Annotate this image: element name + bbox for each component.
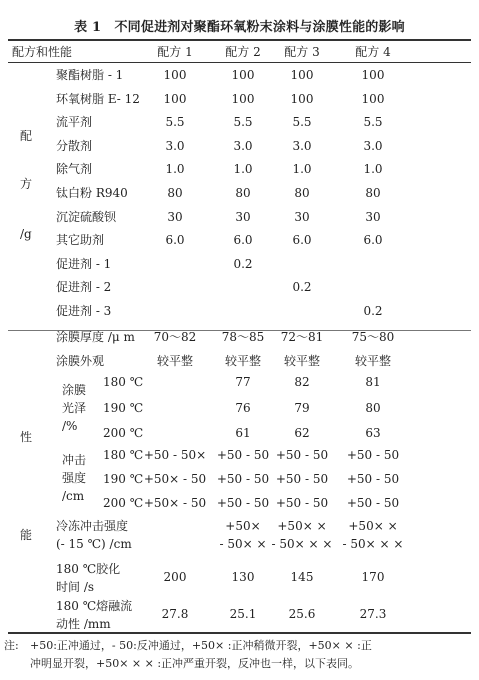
top-rule [8, 39, 471, 41]
gloss-value: 82 [294, 375, 310, 389]
footnote-line-2: 冲明显开裂，+50× × × :正冲严重开裂，反冲也一样，以下表同。 [30, 657, 360, 670]
formula-row-value: 3.0 [165, 139, 185, 153]
formula-row-value: 1.0 [233, 162, 253, 176]
cold-impact-label-2: (- 15 ℃) /cm [56, 537, 132, 551]
formula-row-value: 100 [163, 68, 187, 82]
bottom-rule [8, 632, 471, 634]
formula-group-label-3: /g [20, 227, 32, 241]
header-rule [8, 62, 471, 63]
formula-row-label: 分散剂 [56, 139, 93, 153]
impact-value: +50 - 50 [346, 496, 400, 510]
formula-row-value: 3.0 [363, 139, 383, 153]
impact-value: +50 - 50 [216, 472, 270, 486]
formula-row-value: 5.5 [363, 115, 383, 129]
impact-temp-label: 200 ℃ [103, 496, 144, 510]
formula-row-label: 促进剂 - 2 [56, 280, 112, 294]
impact-value: +50 - 50× [143, 448, 207, 462]
formula-row-label: 钛白粉 R940 [56, 186, 128, 200]
gloss-value: 76 [235, 401, 251, 415]
melt-flow-label-2: 动性 /mm [56, 617, 111, 631]
impact-value: +50 - 50 [275, 472, 329, 486]
formula-row-value: 3.0 [233, 139, 253, 153]
impact-label-2: 强度 [62, 471, 87, 485]
formula-row-label: 促进剂 - 1 [56, 257, 112, 271]
thickness-value-4: 75～80 [351, 330, 395, 344]
formula-row-label: 流平剂 [56, 115, 93, 129]
impact-value: +50 - 50 [275, 496, 329, 510]
gloss-value: 79 [294, 401, 310, 415]
table-title: 表 1 不同促进剂对聚酯环氧粉末涂料与涂膜性能的影响 [74, 20, 405, 35]
formula-row-value: 100 [361, 68, 385, 82]
gloss-label-3: /% [62, 419, 78, 433]
gloss-value: 62 [294, 426, 310, 440]
impact-value: +50 - 50 [275, 448, 329, 462]
gloss-value: 63 [365, 426, 381, 440]
footnote-prefix: 注: [4, 639, 19, 652]
gloss-value: 81 [365, 375, 381, 389]
column-header-1: 配方 1 [157, 45, 193, 59]
gel-time-value-4: 170 [361, 570, 385, 584]
formula-row-label: 聚酯树脂 - 1 [56, 68, 124, 82]
cold-impact-bottom-4: - 50× × × [342, 537, 404, 551]
property-group-label-2: 能 [20, 528, 33, 542]
melt-flow-value-1: 27.8 [161, 607, 189, 621]
impact-value: +50× - 50 [143, 472, 207, 486]
gloss-label-1: 涂膜 [62, 383, 87, 397]
formula-row-value: 5.5 [292, 115, 312, 129]
cold-impact-top-4: +50× × [348, 519, 398, 533]
impact-label-3: /cm [62, 489, 85, 503]
gloss-temp-label: 190 ℃ [103, 401, 144, 415]
melt-flow-label-1: 180 ℃熔融流 [56, 599, 133, 613]
header-label: 配方和性能 [12, 45, 73, 59]
cold-impact-bottom-2: - 50× × [219, 537, 267, 551]
gel-time-value-1: 200 [163, 570, 187, 584]
formula-row-value: 100 [231, 68, 255, 82]
formula-row-label: 沉淀硫酸钡 [56, 210, 117, 224]
melt-flow-value-2: 25.1 [229, 607, 257, 621]
formula-row-value: 80 [294, 186, 310, 200]
formula-row-value: 100 [290, 92, 314, 106]
gloss-value: 77 [235, 375, 251, 389]
footnote [4, 637, 470, 673]
gloss-value: 61 [235, 426, 251, 440]
formula-row-value: 100 [361, 92, 385, 106]
impact-value: +50× - 50 [143, 496, 207, 510]
impact-temp-label: 190 ℃ [103, 472, 144, 486]
impact-label-1: 冲击 [62, 453, 87, 467]
formula-group-label-2: 方 [20, 177, 33, 191]
formula-row-label: 环氧树脂 E- 12 [56, 92, 140, 106]
cold-impact-bottom-3: - 50× × × [271, 537, 333, 551]
appearance-label: 涂膜外观 [56, 354, 105, 368]
formula-row-value: 1.0 [165, 162, 185, 176]
impact-value: +50 - 50 [346, 472, 400, 486]
formula-row-value: 0.2 [363, 304, 383, 318]
formula-row-value: 6.0 [292, 233, 312, 247]
formula-row-value: 6.0 [363, 233, 383, 247]
formula-row-label: 除气剂 [56, 162, 93, 176]
formula-row-value: 100 [231, 92, 255, 106]
formula-row-value: 80 [167, 186, 183, 200]
gloss-temp-label: 200 ℃ [103, 426, 144, 440]
formula-row-label: 促进剂 - 3 [56, 304, 112, 318]
formula-row-value: 5.5 [165, 115, 185, 129]
cold-impact-top-2: +50× [225, 519, 261, 533]
formula-row-value: 5.5 [233, 115, 253, 129]
formula-row-value: 1.0 [363, 162, 383, 176]
melt-flow-value-3: 25.6 [288, 607, 316, 621]
impact-value: +50 - 50 [346, 448, 400, 462]
footnote-line-1: +50:正冲通过，- 50:反冲通过，+50× :正冲稍微开裂，+50× × :正 [30, 639, 372, 652]
thickness-value-2: 78～85 [221, 330, 265, 344]
formula-row-value: 80 [235, 186, 251, 200]
thickness-value-3: 72～81 [280, 330, 324, 344]
impact-value: +50 - 50 [216, 448, 270, 462]
gloss-value: 80 [365, 401, 381, 415]
appearance-value-3: 较平整 [283, 354, 320, 368]
property-group-label-1: 性 [20, 430, 33, 444]
cold-impact-label-1: 冷冻冲击强度 [56, 519, 129, 533]
column-header-2: 配方 2 [225, 45, 261, 59]
appearance-value-4: 较平整 [354, 354, 391, 368]
gel-time-label-1: 180 ℃胶化 [56, 562, 121, 576]
column-header-4: 配方 4 [355, 45, 391, 59]
formula-row-value: 100 [163, 92, 187, 106]
formula-row-value: 0.2 [233, 257, 253, 271]
gloss-temp-label: 180 ℃ [103, 375, 144, 389]
thickness-label: 涂膜厚度 /μ m [56, 330, 135, 344]
formula-row-value: 30 [167, 210, 183, 224]
formula-row-value: 30 [294, 210, 310, 224]
gel-time-value-3: 145 [290, 570, 314, 584]
appearance-value-1: 较平整 [156, 354, 193, 368]
melt-flow-value-4: 27.3 [359, 607, 387, 621]
gloss-label-2: 光泽 [62, 401, 87, 415]
formula-row-value: 30 [235, 210, 251, 224]
cold-impact-top-3: +50× × [277, 519, 327, 533]
formula-row-value: 80 [365, 186, 381, 200]
formula-row-value: 6.0 [165, 233, 185, 247]
formula-group-label-1: 配 [20, 129, 33, 143]
formula-row-value: 30 [365, 210, 381, 224]
thickness-value-1: 70～82 [153, 330, 197, 344]
formula-row-value: 100 [290, 68, 314, 82]
formula-row-value: 3.0 [292, 139, 312, 153]
formula-row-value: 0.2 [292, 280, 312, 294]
impact-value: +50 - 50 [216, 496, 270, 510]
gel-time-label-2: 时间 /s [56, 580, 95, 594]
impact-temp-label: 180 ℃ [103, 448, 144, 462]
column-header-3: 配方 3 [284, 45, 320, 59]
formula-row-value: 6.0 [233, 233, 253, 247]
formula-row-label: 其它助剂 [56, 233, 105, 247]
formula-row-value: 1.0 [292, 162, 312, 176]
gel-time-value-2: 130 [231, 570, 255, 584]
appearance-value-2: 较平整 [224, 354, 261, 368]
